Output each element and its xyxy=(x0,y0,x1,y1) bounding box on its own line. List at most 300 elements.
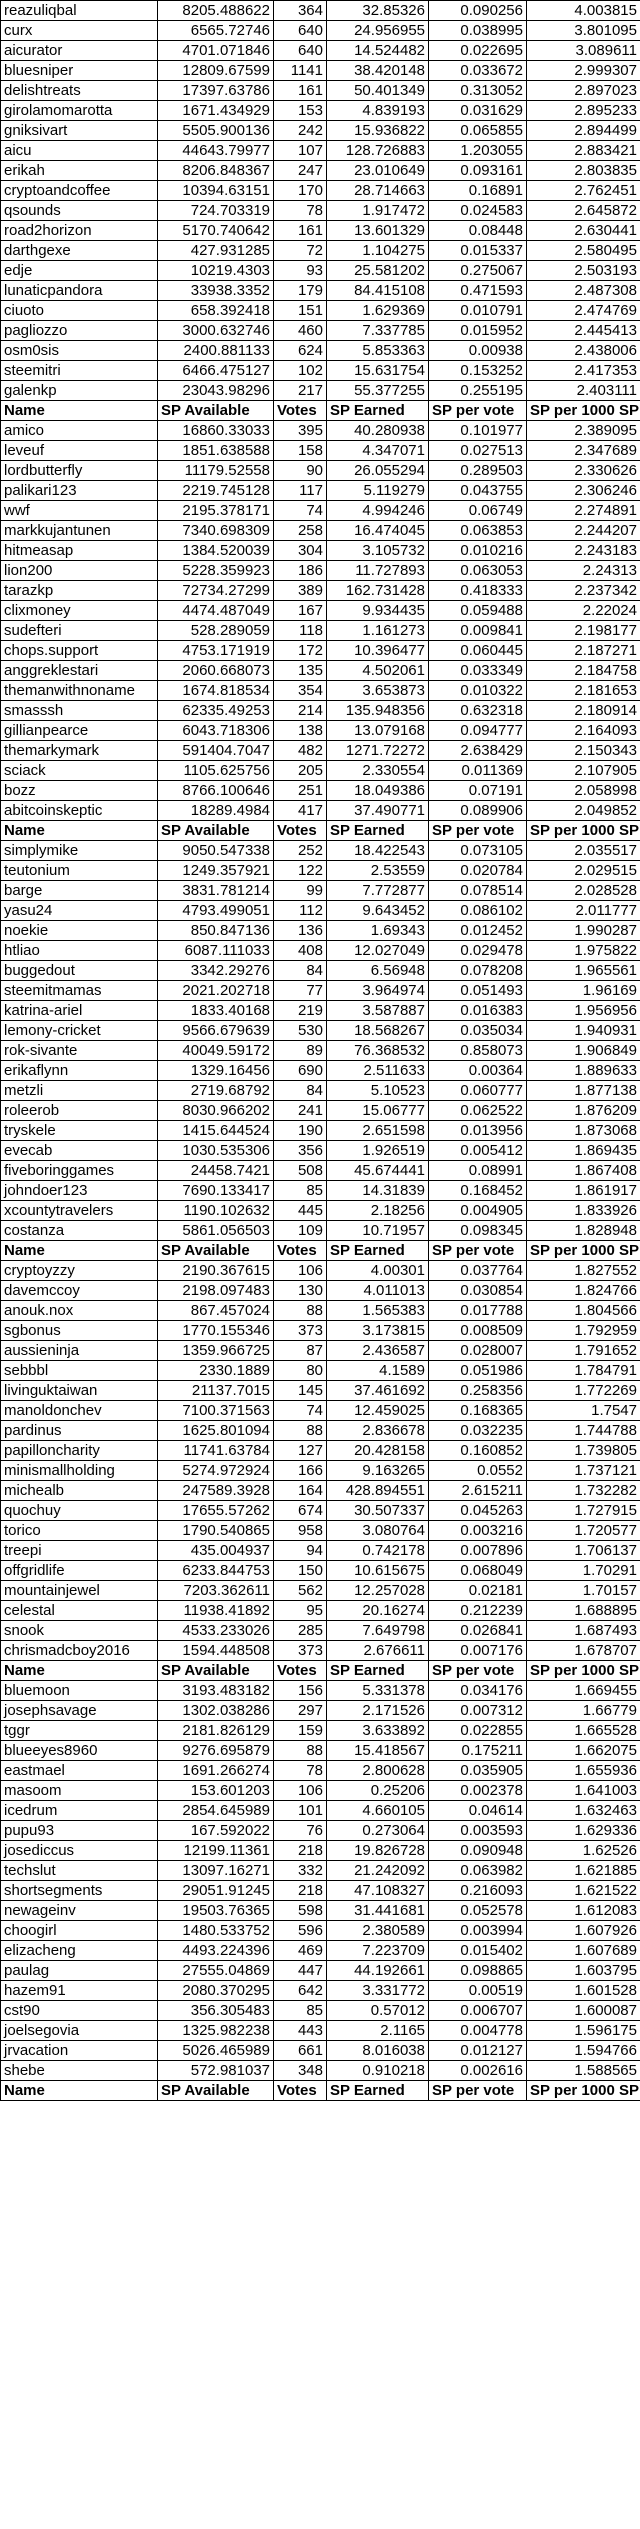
cell-sp-earned: 7.772877 xyxy=(327,881,429,901)
cell-sp-earned: 5.853363 xyxy=(327,341,429,361)
cell-sp-per-vote: 0.010322 xyxy=(429,681,527,701)
cell-sp-earned: 32.85326 xyxy=(327,1,429,21)
table-row xyxy=(1,1641,640,1661)
cell-sp-per-1000-sp: 2.035517 xyxy=(527,841,640,861)
header-name: Name xyxy=(1,2081,158,2101)
header-sp-earned: SP Earned xyxy=(327,821,429,841)
cell-sp-earned: 2.171526 xyxy=(327,1701,429,1721)
table-row xyxy=(1,1741,640,1761)
cell-sp-per-1000-sp: 1.655936 xyxy=(527,1761,640,1781)
cell-sp-per-1000-sp: 1.827552 xyxy=(527,1261,640,1281)
cell-name: quochuy xyxy=(1,1501,158,1521)
cell-sp-available: 4474.487049 xyxy=(158,601,274,621)
cell-name: sciack xyxy=(1,761,158,781)
cell-sp-per-vote: 0.034176 xyxy=(429,1681,527,1701)
cell-sp-earned: 2.53559 xyxy=(327,861,429,881)
cell-name: treepi xyxy=(1,1541,158,1561)
table-row xyxy=(1,381,640,401)
cell-sp-per-vote: 0.858073 xyxy=(429,1041,527,1061)
cell-sp-per-1000-sp: 1.607689 xyxy=(527,1941,640,1961)
cell-votes: 219 xyxy=(274,1001,327,1021)
cell-votes: 153 xyxy=(274,101,327,121)
cell-name: smasssh xyxy=(1,701,158,721)
cell-votes: 84 xyxy=(274,961,327,981)
cell-sp-available: 17397.63786 xyxy=(158,81,274,101)
cell-sp-per-vote: 0.033672 xyxy=(429,61,527,81)
cell-sp-earned: 8.016038 xyxy=(327,2041,429,2061)
table-row xyxy=(1,1161,640,1181)
cell-votes: 85 xyxy=(274,2001,327,2021)
cell-votes: 354 xyxy=(274,681,327,701)
cell-sp-available: 3000.632746 xyxy=(158,321,274,341)
cell-sp-earned: 10.71957 xyxy=(327,1221,429,1241)
cell-sp-available: 1302.038286 xyxy=(158,1701,274,1721)
cell-votes: 159 xyxy=(274,1721,327,1741)
cell-sp-per-1000-sp: 2.895233 xyxy=(527,101,640,121)
cell-sp-per-1000-sp: 3.801095 xyxy=(527,21,640,41)
cell-sp-per-1000-sp: 1.877138 xyxy=(527,1081,640,1101)
cell-name: papilloncharity xyxy=(1,1441,158,1461)
cell-sp-per-1000-sp: 1.603795 xyxy=(527,1961,640,1981)
cell-sp-per-1000-sp: 1.665528 xyxy=(527,1721,640,1741)
cell-sp-earned: 4.660105 xyxy=(327,1801,429,1821)
cell-sp-per-vote: 0.002616 xyxy=(429,2061,527,2081)
table-row xyxy=(1,21,640,41)
cell-name: darthgexe xyxy=(1,241,158,261)
cell-sp-per-vote: 0.010216 xyxy=(429,541,527,561)
cell-sp-earned: 19.826728 xyxy=(327,1841,429,1861)
cell-votes: 373 xyxy=(274,1321,327,1341)
cell-sp-per-vote: 0.04614 xyxy=(429,1801,527,1821)
cell-sp-available: 1359.966725 xyxy=(158,1341,274,1361)
table-row xyxy=(1,621,640,641)
cell-name: snook xyxy=(1,1621,158,1641)
table-row xyxy=(1,1481,640,1501)
cell-sp-per-vote: 0.031629 xyxy=(429,101,527,121)
cell-votes: 78 xyxy=(274,1761,327,1781)
header-name: Name xyxy=(1,1241,158,1261)
table-row xyxy=(1,241,640,261)
cell-sp-per-vote: 0.004778 xyxy=(429,2021,527,2041)
table-row xyxy=(1,1841,640,1861)
cell-sp-available: 435.004937 xyxy=(158,1541,274,1561)
cell-sp-per-1000-sp: 2.058998 xyxy=(527,781,640,801)
cell-sp-earned: 12.027049 xyxy=(327,941,429,961)
cell-sp-available: 2854.645989 xyxy=(158,1801,274,1821)
table-row xyxy=(1,501,640,521)
cell-name: edje xyxy=(1,261,158,281)
table-row xyxy=(1,1521,640,1541)
cell-name: galenkp xyxy=(1,381,158,401)
cell-sp-per-vote: 0.06749 xyxy=(429,501,527,521)
cell-votes: 674 xyxy=(274,1501,327,1521)
cell-sp-earned: 1.161273 xyxy=(327,621,429,641)
cell-name: offgridlife xyxy=(1,1561,158,1581)
cell-sp-per-vote: 0.029478 xyxy=(429,941,527,961)
cell-name: anouk.nox xyxy=(1,1301,158,1321)
cell-sp-per-1000-sp: 1.600087 xyxy=(527,2001,640,2021)
cell-name: tggr xyxy=(1,1721,158,1741)
cell-sp-earned: 18.422543 xyxy=(327,841,429,861)
cell-sp-available: 6087.111033 xyxy=(158,941,274,961)
cell-name: aicurator xyxy=(1,41,158,61)
cell-sp-per-vote: 0.090256 xyxy=(429,1,527,21)
cell-sp-available: 5228.359923 xyxy=(158,561,274,581)
table-row xyxy=(1,1421,640,1441)
cell-sp-per-1000-sp: 2.028528 xyxy=(527,881,640,901)
cell-name: cst90 xyxy=(1,2001,158,2021)
cell-sp-earned: 15.631754 xyxy=(327,361,429,381)
cell-sp-per-vote: 0.051986 xyxy=(429,1361,527,1381)
table-row xyxy=(1,461,640,481)
cell-sp-earned: 20.428158 xyxy=(327,1441,429,1461)
cell-sp-earned: 4.00301 xyxy=(327,1261,429,1281)
cell-sp-per-1000-sp: 2.198177 xyxy=(527,621,640,641)
cell-votes: 88 xyxy=(274,1421,327,1441)
cell-sp-available: 18289.4984 xyxy=(158,801,274,821)
cell-sp-per-1000-sp: 1.96169 xyxy=(527,981,640,1001)
table-row xyxy=(1,1221,640,1241)
cell-name: johndoer123 xyxy=(1,1181,158,1201)
cell-sp-per-1000-sp: 2.306246 xyxy=(527,481,640,501)
table-row xyxy=(1,1361,640,1381)
cell-sp-per-vote: 0.078208 xyxy=(429,961,527,981)
cell-sp-per-1000-sp: 2.180914 xyxy=(527,701,640,721)
cell-sp-per-1000-sp: 1.594766 xyxy=(527,2041,640,2061)
cell-sp-per-1000-sp: 2.107905 xyxy=(527,761,640,781)
cell-sp-earned: 18.568267 xyxy=(327,1021,429,1041)
cell-sp-per-1000-sp: 2.417353 xyxy=(527,361,640,381)
cell-sp-earned: 76.368532 xyxy=(327,1041,429,1061)
cell-sp-available: 11938.41892 xyxy=(158,1601,274,1621)
cell-sp-available: 1325.982238 xyxy=(158,2021,274,2041)
cell-votes: 76 xyxy=(274,1821,327,1841)
cell-votes: 640 xyxy=(274,41,327,61)
cell-sp-available: 1770.155346 xyxy=(158,1321,274,1341)
cell-sp-available: 1671.434929 xyxy=(158,101,274,121)
cell-name: bluemoon xyxy=(1,1681,158,1701)
cell-name: eastmael xyxy=(1,1761,158,1781)
cell-votes: 285 xyxy=(274,1621,327,1641)
table-row xyxy=(1,1401,640,1421)
cell-sp-available: 16860.33033 xyxy=(158,421,274,441)
cell-votes: 562 xyxy=(274,1581,327,1601)
cell-sp-per-vote: 1.203055 xyxy=(429,141,527,161)
cell-sp-per-vote: 2.638429 xyxy=(429,741,527,761)
cell-sp-available: 4793.499051 xyxy=(158,901,274,921)
cell-sp-per-1000-sp: 2.803835 xyxy=(527,161,640,181)
cell-name: evecab xyxy=(1,1141,158,1161)
table-row xyxy=(1,921,640,941)
table-row xyxy=(1,1681,640,1701)
cell-votes: 304 xyxy=(274,541,327,561)
cell-name: qsounds xyxy=(1,201,158,221)
cell-sp-available: 72734.27299 xyxy=(158,581,274,601)
cell-sp-available: 19503.76365 xyxy=(158,1901,274,1921)
cell-votes: 93 xyxy=(274,261,327,281)
cell-name: michealb xyxy=(1,1481,158,1501)
cell-votes: 85 xyxy=(274,1181,327,1201)
cell-sp-per-1000-sp: 2.049852 xyxy=(527,801,640,821)
header-votes: Votes xyxy=(274,2081,327,2101)
cell-votes: 395 xyxy=(274,421,327,441)
cell-sp-available: 2080.370295 xyxy=(158,1981,274,2001)
table-row xyxy=(1,1341,640,1361)
cell-name: katrina-ariel xyxy=(1,1001,158,1021)
cell-votes: 80 xyxy=(274,1361,327,1381)
cell-sp-per-1000-sp: 2.762451 xyxy=(527,181,640,201)
cell-name: htliao xyxy=(1,941,158,961)
cell-name: clixmoney xyxy=(1,601,158,621)
cell-votes: 109 xyxy=(274,1221,327,1241)
cell-sp-per-1000-sp: 1.956956 xyxy=(527,1001,640,1021)
header-sp-available: SP Available xyxy=(158,1661,274,1681)
cell-sp-earned: 1.629369 xyxy=(327,301,429,321)
cell-sp-earned: 4.1589 xyxy=(327,1361,429,1381)
cell-name: torico xyxy=(1,1521,158,1541)
cell-sp-earned: 3.633892 xyxy=(327,1721,429,1741)
cell-name: fiveboringgames xyxy=(1,1161,158,1181)
cell-votes: 190 xyxy=(274,1121,327,1141)
cell-name: shortsegments xyxy=(1,1881,158,1901)
cell-votes: 161 xyxy=(274,221,327,241)
cell-sp-per-vote: 0.038995 xyxy=(429,21,527,41)
cell-sp-earned: 0.273064 xyxy=(327,1821,429,1841)
cell-sp-per-1000-sp: 1.772269 xyxy=(527,1381,640,1401)
cell-votes: 958 xyxy=(274,1521,327,1541)
cell-sp-earned: 28.714663 xyxy=(327,181,429,201)
cell-sp-per-1000-sp: 2.181653 xyxy=(527,681,640,701)
cell-sp-earned: 23.010649 xyxy=(327,161,429,181)
cell-sp-per-vote: 0.022695 xyxy=(429,41,527,61)
cell-sp-earned: 9.643452 xyxy=(327,901,429,921)
cell-sp-per-1000-sp: 2.011777 xyxy=(527,901,640,921)
cell-sp-available: 9276.695879 xyxy=(158,1741,274,1761)
cell-name: lion200 xyxy=(1,561,158,581)
cell-sp-per-vote: 0.168365 xyxy=(429,1401,527,1421)
cell-name: masoom xyxy=(1,1781,158,1801)
table-row xyxy=(1,2061,640,2081)
cell-sp-per-1000-sp: 2.164093 xyxy=(527,721,640,741)
table-row xyxy=(1,1601,640,1621)
cell-sp-per-1000-sp: 1.739805 xyxy=(527,1441,640,1461)
cell-votes: 1141 xyxy=(274,61,327,81)
table-row xyxy=(1,1101,640,1121)
table-row xyxy=(1,901,640,921)
cell-sp-available: 1329.16456 xyxy=(158,1061,274,1081)
cell-sp-per-1000-sp: 1.876209 xyxy=(527,1101,640,1121)
table-row xyxy=(1,221,640,241)
cell-sp-per-1000-sp: 1.940931 xyxy=(527,1021,640,1041)
table-row xyxy=(1,661,640,681)
cell-sp-per-1000-sp: 1.70157 xyxy=(527,1581,640,1601)
cell-sp-available: 7100.371563 xyxy=(158,1401,274,1421)
table-row xyxy=(1,1461,640,1481)
cell-sp-available: 6233.844753 xyxy=(158,1561,274,1581)
header-name: Name xyxy=(1,1661,158,1681)
cell-sp-earned: 1271.72272 xyxy=(327,741,429,761)
cell-sp-per-1000-sp: 1.744788 xyxy=(527,1421,640,1441)
cell-sp-earned: 5.119279 xyxy=(327,481,429,501)
table-row xyxy=(1,1121,640,1141)
cell-votes: 72 xyxy=(274,241,327,261)
cell-votes: 84 xyxy=(274,1081,327,1101)
cell-sp-available: 1384.520039 xyxy=(158,541,274,561)
cell-sp-per-1000-sp: 2.630441 xyxy=(527,221,640,241)
cell-sp-earned: 4.347071 xyxy=(327,441,429,461)
cell-sp-available: 2195.378171 xyxy=(158,501,274,521)
cell-sp-available: 2400.881133 xyxy=(158,341,274,361)
cell-sp-available: 2060.668073 xyxy=(158,661,274,681)
cell-name: chrismadcboy2016 xyxy=(1,1641,158,1661)
cell-sp-earned: 14.31839 xyxy=(327,1181,429,1201)
header-sp-per-vote: SP per vote xyxy=(429,821,527,841)
cell-sp-per-1000-sp: 2.237342 xyxy=(527,581,640,601)
table-row xyxy=(1,421,640,441)
header-sp-earned: SP Earned xyxy=(327,401,429,421)
cell-sp-earned: 1.69343 xyxy=(327,921,429,941)
cell-sp-available: 1625.801094 xyxy=(158,1421,274,1441)
cell-sp-available: 153.601203 xyxy=(158,1781,274,1801)
cell-votes: 186 xyxy=(274,561,327,581)
cell-sp-available: 2719.68792 xyxy=(158,1081,274,1101)
cell-sp-per-vote: 0.063853 xyxy=(429,521,527,541)
cell-sp-per-vote: 0.632318 xyxy=(429,701,527,721)
cell-sp-earned: 0.25206 xyxy=(327,1781,429,1801)
header-row xyxy=(1,1661,640,1681)
cell-sp-earned: 15.06777 xyxy=(327,1101,429,1121)
cell-sp-per-vote: 0.212239 xyxy=(429,1601,527,1621)
cell-name: barge xyxy=(1,881,158,901)
cell-sp-per-1000-sp: 2.999307 xyxy=(527,61,640,81)
table-row xyxy=(1,481,640,501)
cell-votes: 94 xyxy=(274,1541,327,1561)
cell-sp-per-1000-sp: 1.612083 xyxy=(527,1901,640,1921)
cell-sp-per-vote: 0.012127 xyxy=(429,2041,527,2061)
cell-votes: 205 xyxy=(274,761,327,781)
table-row xyxy=(1,1321,640,1341)
cell-sp-per-1000-sp: 1.737121 xyxy=(527,1461,640,1481)
cell-sp-earned: 84.415108 xyxy=(327,281,429,301)
cell-sp-available: 8030.966202 xyxy=(158,1101,274,1121)
cell-sp-per-vote: 0.016383 xyxy=(429,1001,527,1021)
cell-sp-available: 12809.67599 xyxy=(158,61,274,81)
cell-sp-per-1000-sp: 1.990287 xyxy=(527,921,640,941)
table-row xyxy=(1,641,640,661)
cell-sp-available: 8766.100646 xyxy=(158,781,274,801)
cell-votes: 389 xyxy=(274,581,327,601)
cell-votes: 642 xyxy=(274,1981,327,2001)
table-row xyxy=(1,1381,640,1401)
cell-sp-available: 1674.818534 xyxy=(158,681,274,701)
cell-votes: 74 xyxy=(274,1401,327,1421)
cell-sp-per-vote: 0.168452 xyxy=(429,1181,527,1201)
header-sp-earned: SP Earned xyxy=(327,2081,429,2101)
cell-votes: 164 xyxy=(274,1481,327,1501)
cell-sp-available: 10394.63151 xyxy=(158,181,274,201)
cell-votes: 130 xyxy=(274,1281,327,1301)
header-sp-per-1000-sp: SP per 1000 SP xyxy=(527,2081,640,2101)
table-row xyxy=(1,1141,640,1161)
cell-sp-per-1000-sp: 1.607926 xyxy=(527,1921,640,1941)
cell-sp-earned: 44.192661 xyxy=(327,1961,429,1981)
cell-name: blueeyes8960 xyxy=(1,1741,158,1761)
table-row xyxy=(1,1301,640,1321)
cell-name: tryskele xyxy=(1,1121,158,1141)
cell-sp-available: 6043.718306 xyxy=(158,721,274,741)
table-row xyxy=(1,1201,640,1221)
cell-sp-available: 2330.1889 xyxy=(158,1361,274,1381)
cell-sp-earned: 21.242092 xyxy=(327,1861,429,1881)
cell-sp-available: 11741.63784 xyxy=(158,1441,274,1461)
cell-name: curx xyxy=(1,21,158,41)
cell-sp-earned: 2.651598 xyxy=(327,1121,429,1141)
cell-sp-per-1000-sp: 1.687493 xyxy=(527,1621,640,1641)
table-body xyxy=(1,1,640,2101)
cell-votes: 166 xyxy=(274,1461,327,1481)
cell-sp-per-1000-sp: 2.029515 xyxy=(527,861,640,881)
cell-sp-earned: 20.16274 xyxy=(327,1601,429,1621)
cell-votes: 482 xyxy=(274,741,327,761)
cell-sp-earned: 3.964974 xyxy=(327,981,429,1001)
table-row xyxy=(1,1,640,21)
cell-name: simplymike xyxy=(1,841,158,861)
cell-votes: 151 xyxy=(274,301,327,321)
cell-sp-per-vote: 0.258356 xyxy=(429,1381,527,1401)
cell-sp-available: 1790.540865 xyxy=(158,1521,274,1541)
header-name: Name xyxy=(1,821,158,841)
cell-sp-per-vote: 0.02181 xyxy=(429,1581,527,1601)
cell-sp-earned: 13.601329 xyxy=(327,221,429,241)
cell-sp-earned: 2.18256 xyxy=(327,1201,429,1221)
cell-sp-per-vote: 0.073105 xyxy=(429,841,527,861)
table-row xyxy=(1,161,640,181)
cell-sp-available: 29051.91245 xyxy=(158,1881,274,1901)
cell-sp-per-vote: 0.012452 xyxy=(429,921,527,941)
table-row xyxy=(1,1081,640,1101)
cell-votes: 179 xyxy=(274,281,327,301)
cell-sp-earned: 13.079168 xyxy=(327,721,429,741)
cell-sp-earned: 7.337785 xyxy=(327,321,429,341)
cell-sp-earned: 0.57012 xyxy=(327,2001,429,2021)
cell-sp-per-1000-sp: 1.833926 xyxy=(527,1201,640,1221)
table-row xyxy=(1,721,640,741)
table-row xyxy=(1,1001,640,1021)
cell-sp-available: 1105.625756 xyxy=(158,761,274,781)
cell-sp-available: 1190.102632 xyxy=(158,1201,274,1221)
cell-sp-per-1000-sp: 2.187271 xyxy=(527,641,640,661)
cell-name: buggedout xyxy=(1,961,158,981)
cell-sp-per-1000-sp: 2.184758 xyxy=(527,661,640,681)
cell-sp-per-vote: 0.015952 xyxy=(429,321,527,341)
cell-name: aussieninja xyxy=(1,1341,158,1361)
header-sp-available: SP Available xyxy=(158,1241,274,1261)
cell-name: road2horizon xyxy=(1,221,158,241)
cell-sp-available: 24458.7421 xyxy=(158,1161,274,1181)
cell-name: osm0sis xyxy=(1,341,158,361)
cell-sp-per-vote: 0.00364 xyxy=(429,1061,527,1081)
cell-sp-earned: 47.108327 xyxy=(327,1881,429,1901)
table-row xyxy=(1,1281,640,1301)
cell-name: themarkymark xyxy=(1,741,158,761)
cell-name: delishtreats xyxy=(1,81,158,101)
cell-sp-earned: 4.011013 xyxy=(327,1281,429,1301)
cell-sp-per-vote: 0.003593 xyxy=(429,1821,527,1841)
table-row xyxy=(1,1261,640,1281)
cell-sp-per-vote: 0.313052 xyxy=(429,81,527,101)
cell-sp-per-vote: 0.160852 xyxy=(429,1441,527,1461)
cell-sp-per-1000-sp: 2.580495 xyxy=(527,241,640,261)
